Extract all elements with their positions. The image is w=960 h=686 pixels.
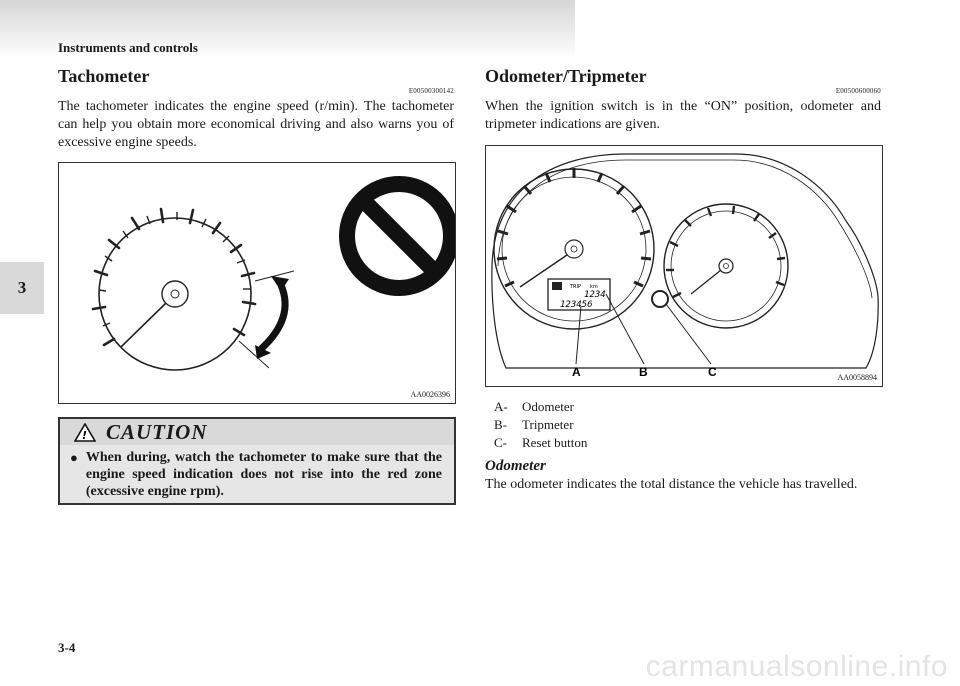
legend-item: C- Reset button xyxy=(494,435,588,450)
cluster-figure-code: AA0058894 xyxy=(837,373,877,382)
section-title: Instruments and controls xyxy=(58,40,198,55)
odometer-body: The odometer indicates the total distance the vehicle has travelled. xyxy=(485,477,858,492)
chapter-number: 3 xyxy=(17,278,27,297)
caution-item xyxy=(60,445,454,503)
tachometer-figure-code: AA0026396 xyxy=(410,390,450,399)
odometer-tripmeter-title: Odometer/Tripmeter xyxy=(485,66,647,86)
watermark: carmanualsonline.info xyxy=(645,650,948,683)
odo-value: 123456 xyxy=(560,300,593,310)
tach-minor-ticks xyxy=(99,212,251,326)
callout-b: B xyxy=(639,365,648,379)
callout-c: C xyxy=(708,365,717,379)
odometer-subtitle: Odometer xyxy=(485,458,546,474)
arrow-head-top xyxy=(271,276,289,291)
red-zone-arc xyxy=(261,285,285,349)
caution-header xyxy=(60,419,454,445)
page-number: 3-4 xyxy=(58,640,76,655)
tachometer-body: The tachometer indicates the engine speed (r/min). The tachometer can help you obtain more economical driving and also warns you of excessive engine speeds. xyxy=(58,99,454,150)
instrument-cluster-figure xyxy=(485,145,883,387)
svg-text:!: ! xyxy=(81,428,89,442)
chapter-tab xyxy=(0,262,44,314)
figure-legend xyxy=(494,398,587,452)
tachometer-illustration xyxy=(59,163,455,403)
trip-label: TRIP xyxy=(570,284,582,290)
speedometer-hub xyxy=(565,240,583,258)
caution-box xyxy=(58,417,456,505)
cluster-bezel xyxy=(492,154,878,368)
tachometer-figure xyxy=(58,162,456,404)
tach-ticks xyxy=(93,209,255,345)
odometer-tripmeter-body: When the ignition switch is in the “ON” position, odometer and tripmeter indications are given. xyxy=(485,99,881,132)
legend-item: A- Odometer xyxy=(494,399,574,414)
legend-item: B- Tripmeter xyxy=(494,417,574,432)
warning-triangle-icon xyxy=(74,423,96,442)
tachometer-code: E00500300142 xyxy=(408,87,454,95)
reset-button-illustration xyxy=(652,291,668,307)
tach-needle xyxy=(121,303,166,347)
unit-label: km xyxy=(590,284,598,290)
speedometer-ticks xyxy=(497,168,651,286)
bullet-icon: ● xyxy=(70,450,78,465)
tachometer-title: Tachometer xyxy=(58,66,150,86)
caution-text: When during, watch the tachometer to make sure that the engine speed indication does not rise into the red zone (excessive engine rpm). xyxy=(85,450,442,499)
odometer-tripmeter-section xyxy=(485,64,881,134)
tachometer-section xyxy=(58,64,454,152)
odometer-tripmeter-code: E00500600060 xyxy=(835,87,881,95)
caution-heading: CAUTION xyxy=(106,419,208,444)
small-tach-needle xyxy=(691,270,721,294)
instrument-cluster-illustration xyxy=(486,146,882,386)
trip-value: 1234 xyxy=(584,290,606,300)
callout-a: A xyxy=(572,365,581,379)
